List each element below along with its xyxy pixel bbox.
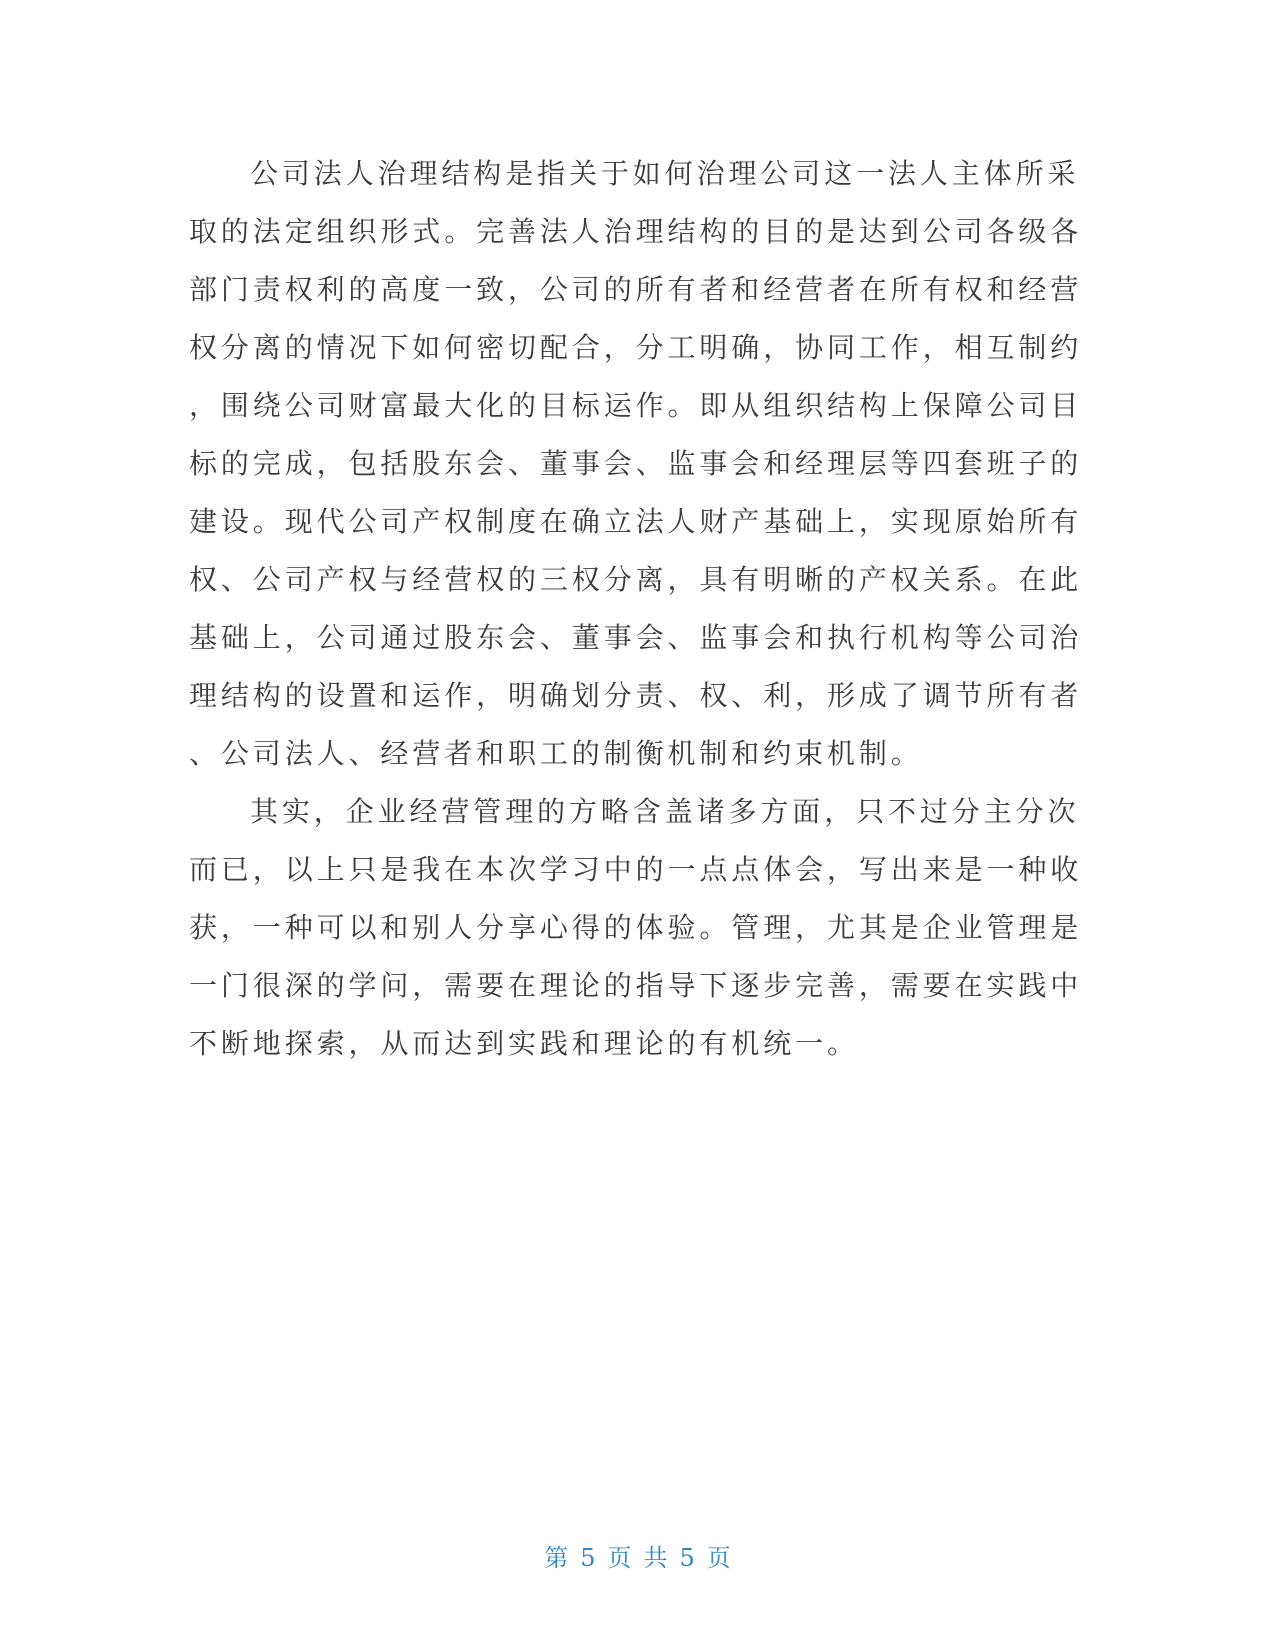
paragraph-1-line-1: 公司法人治理结构是指关于如何治理公司这一法人主体所采 xyxy=(250,157,1080,190)
paragraph-2-line-4: 一门很深的学问，需要在理论的指导下逐步完善，需要在实践中 xyxy=(189,969,1083,1002)
paragraph-2-line-5: 不断地探索，从而达到实践和理论的有机统一。 xyxy=(189,1027,859,1060)
paragraph-1-line-6: 标的完成，包括股东会、董事会、监事会和经理层等四套班子的 xyxy=(189,447,1083,480)
page-number-footer xyxy=(0,1542,1275,1574)
paragraph-1-line-5: ，围绕公司财富最大化的目标运作。即从组织结构上保障公司目 xyxy=(189,389,1083,422)
paragraph-1-line-4: 权分离的情况下如何密切配合，分工明确，协同工作，相互制约 xyxy=(189,331,1083,364)
paragraph-1-line-8: 权、公司产权与经营权的三权分离，具有明晰的产权关系。在此 xyxy=(189,563,1083,596)
paragraph-1-line-10: 理结构的设置和运作，明确划分责、权、利，形成了调节所有者 xyxy=(189,679,1083,712)
current-page-number: 5 xyxy=(580,1544,596,1572)
page-label-ye-2: 页 xyxy=(706,1544,731,1572)
paragraph-1-line-9: 基础上，公司通过股东会、董事会、监事会和执行机构等公司治 xyxy=(189,621,1083,654)
page-label-di: 第 xyxy=(544,1544,569,1572)
paragraph-1-line-7: 建设。现代公司产权制度在确立法人财产基础上，实现原始所有 xyxy=(189,505,1083,538)
page-label-ye: 页 xyxy=(607,1544,632,1572)
paragraph-1-line-3: 部门责权利的高度一致，公司的所有者和经营者在所有权和经营 xyxy=(189,273,1083,306)
paragraph-1-line-2: 取的法定组织形式。完善法人治理结构的目的是达到公司各级各 xyxy=(189,215,1083,248)
paragraph-2-line-2: 而已，以上只是我在本次学习中的一点点体会，写出来是一种收 xyxy=(189,853,1083,886)
total-pages-number: 5 xyxy=(679,1544,695,1572)
paragraph-1-line-11: 、公司法人、经营者和职工的制衡机制和约束机制。 xyxy=(189,737,923,770)
paragraph-2-line-1: 其实，企业经营管理的方略含盖诸多方面，只不过分主分次 xyxy=(250,795,1080,828)
paragraph-2-line-3: 获，一种可以和别人分享心得的体验。管理，尤其是企业管理是 xyxy=(189,911,1083,944)
page-label-gong: 共 xyxy=(643,1544,668,1572)
